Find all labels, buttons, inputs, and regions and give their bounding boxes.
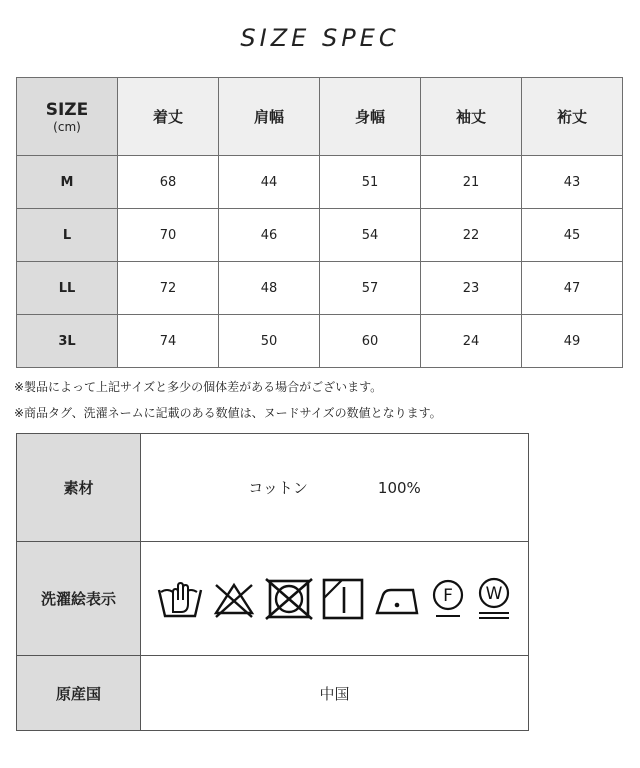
no-tumble-dry-icon: [265, 578, 313, 620]
origin-value: 中国: [141, 656, 529, 731]
column-header: 袖丈: [421, 78, 522, 156]
table-row: [17, 209, 623, 262]
size-note-nude-size: ※商品タグ、洗濯ネームに記載のある数値は、ヌードサイズの数値となります。: [14, 406, 442, 420]
row-size-label: 3L: [17, 315, 118, 368]
size-spec-table: [16, 77, 623, 368]
size-header-cell: [17, 78, 118, 156]
table-cell: 22: [421, 209, 522, 262]
origin-row: [17, 656, 529, 731]
material-value: [141, 434, 529, 542]
material-row: [17, 434, 529, 542]
table-cell: 47: [522, 262, 623, 315]
table-cell: 60: [320, 315, 421, 368]
column-header: 肩幅: [219, 78, 320, 156]
care-label: 洗濯絵表示: [17, 542, 141, 656]
wet-clean-letter: W: [485, 583, 502, 604]
table-cell: 45: [522, 209, 623, 262]
dry-clean-f-icon: [430, 578, 466, 620]
column-header: 身幅: [320, 78, 421, 156]
table-row: [17, 315, 623, 368]
wet-clean-w-icon: [475, 576, 513, 622]
low-iron-icon: [373, 581, 421, 617]
table-cell: 51: [320, 156, 421, 209]
table-cell: 48: [219, 262, 320, 315]
hand-wash-icon: [157, 578, 203, 620]
table-cell: 74: [118, 315, 219, 368]
material-name: コットン: [248, 479, 308, 497]
drip-dry-shade-icon: [322, 578, 364, 620]
size-header-label: SIZE: [45, 99, 89, 120]
row-size-label: M: [17, 156, 118, 209]
table-cell: 68: [118, 156, 219, 209]
size-table-header-row: [17, 78, 623, 156]
size-note-variance: ※製品によって上記サイズと多少の個体差がある場合がございます。: [14, 380, 383, 394]
material-label: 素材: [17, 434, 141, 542]
care-icons-cell: [141, 542, 529, 656]
page-title: SIZE SPEC: [240, 24, 400, 52]
table-cell: 57: [320, 262, 421, 315]
table-cell: 50: [219, 315, 320, 368]
product-info-table: [16, 433, 529, 731]
table-cell: 70: [118, 209, 219, 262]
table-cell: 46: [219, 209, 320, 262]
table-cell: 54: [320, 209, 421, 262]
table-cell: 72: [118, 262, 219, 315]
no-bleach-icon: [212, 579, 256, 619]
table-cell: 23: [421, 262, 522, 315]
size-header-unit: (cm): [53, 119, 81, 134]
table-cell: 21: [421, 156, 522, 209]
origin-label: 原産国: [17, 656, 141, 731]
column-header: 裄丈: [522, 78, 623, 156]
table-cell: 44: [219, 156, 320, 209]
column-header: 着丈: [118, 78, 219, 156]
row-size-label: LL: [17, 262, 118, 315]
table-cell: 43: [522, 156, 623, 209]
table-cell: 24: [421, 315, 522, 368]
table-row: [17, 262, 623, 315]
row-size-label: L: [17, 209, 118, 262]
dry-clean-letter: F: [442, 585, 453, 606]
material-percent: 100%: [377, 479, 421, 497]
care-label-row: [17, 542, 529, 656]
table-cell: 49: [522, 315, 623, 368]
table-row: [17, 156, 623, 209]
